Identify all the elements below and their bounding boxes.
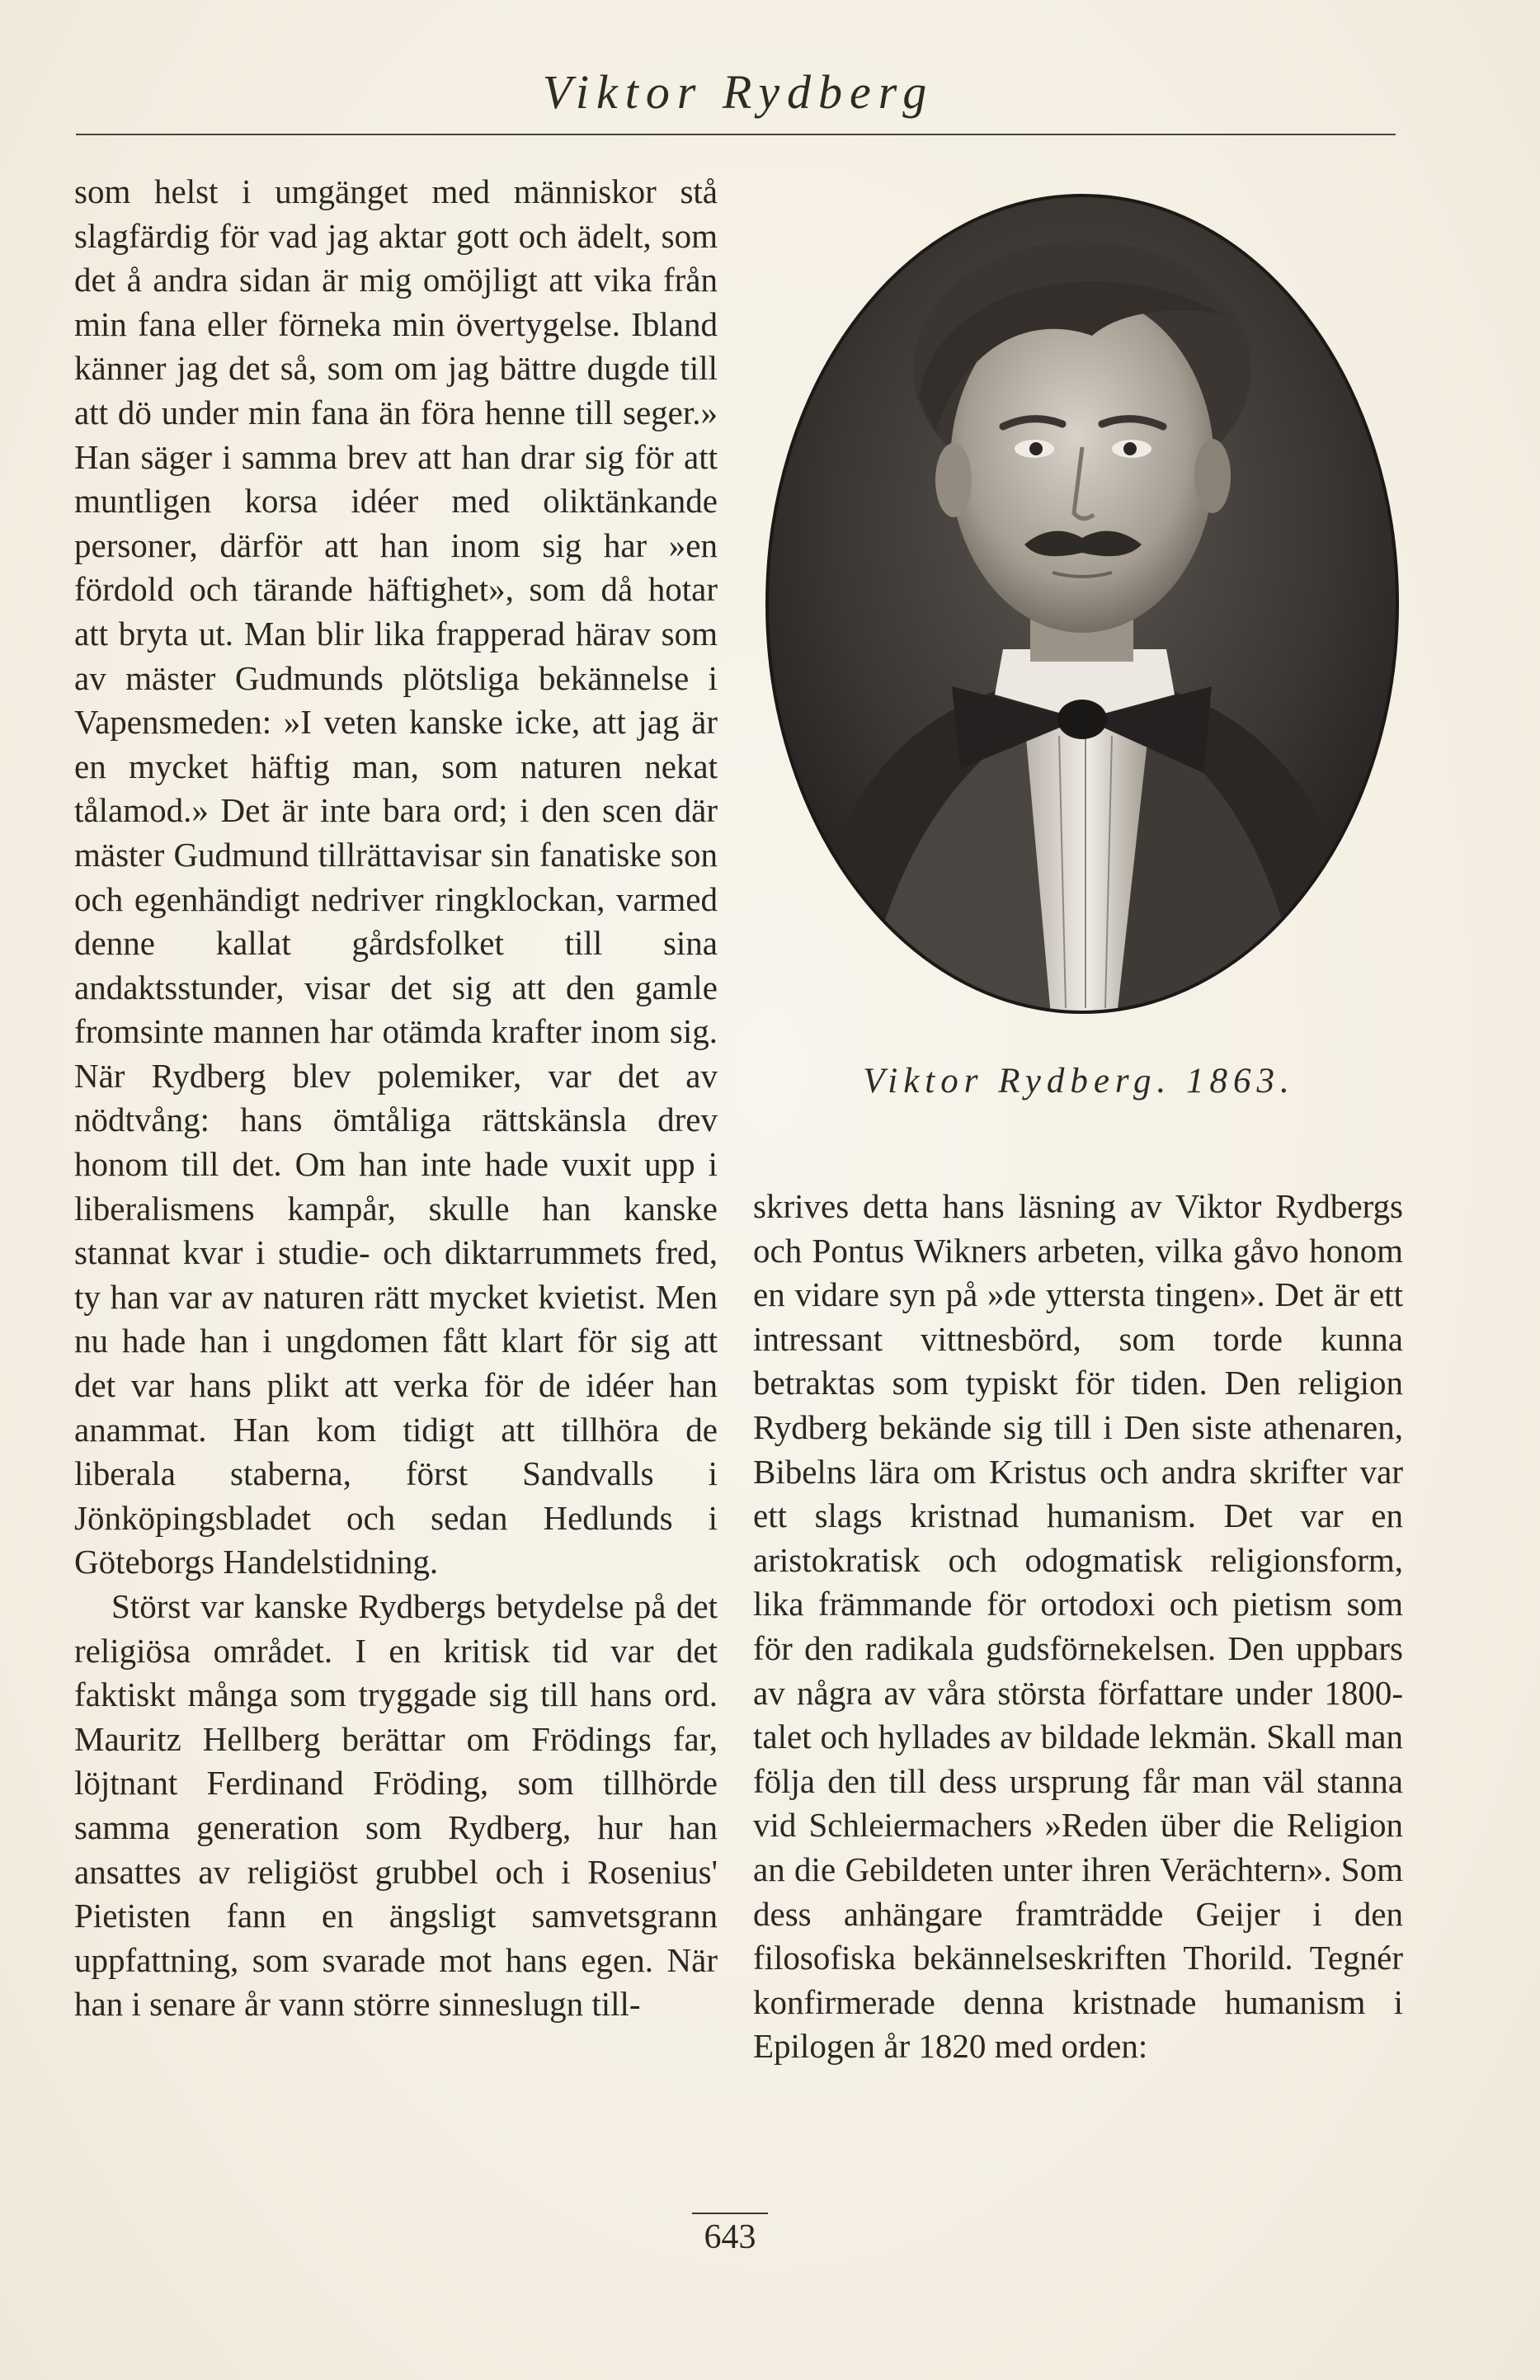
left-paragraph-2: Störst var kanske Rydbergs betydelse på det religiösa området. I en kritisk tid var det faktiskt många som tryggade sig till hans ord. Mauritz Hellberg berättar om Frödings far, löjtnant Ferdinand Fröding, som tillhörde samma generation som Rydberg, hur han ansattes av religiöst grubbel och i Rosenius' Pietisten fann en ängsligt samvetsgrann uppfattning, som svarade mot hans egen. När han i senare år vann större sinneslugn till- (74, 1587, 718, 2024)
right-column (753, 1185, 1403, 2069)
header-rule (76, 134, 1396, 135)
portrait-figure (762, 191, 1401, 1016)
page-number-rule (692, 2213, 768, 2214)
page-number: 643 (704, 2218, 756, 2256)
left-paragraph-1: som helst i umgänget med människor stå slagfärdig för vad jag aktar gott och ädelt, som det å andra sidan är mig omöjligt att vika från min fana eller förneka min övertygelse. Ibland känner jag det så, som om jag bättre dugde till att dö under min fana än föra henne till seger.» Han säger i samma brev att han drar sig för att muntligen korsa idéer med oliktänkande personer, därför att han inom sig har »en fördold och tärande häftighet», som då hotar att bryta ut. Man blir lika frapperad härav som av mäster Gudmunds plötsliga bekännelse i Vapensmeden: »I veten kanske icke, att jag är en mycket häftig man, som naturen nekat tålamod.» Det är inte bara ord; i den scen där mäster Gudmund tillrättavisar sin fanatiske son och egenhändigt nedriver ringklockan, varmed denne kallat gårdsfolket till sina andaktsstunder, visar det sig att den gamle fromsinte mannen har otämda krafter inom sig. När Rydberg blev polemiker, var det av nödtvång: hans ömtåliga rättskänsla drev honom till det. Om han inte hade vuxit upp i liberalismens kampår, skulle han kanske stannat kvar i studie- och diktarrummets fred, ty han var av naturen rätt mycket kvietist. Men nu hade han i ungdomen fått klart för sig att det var hans plikt att verka för de idéer han anammat. Han kom tidigt att tillhöra de liberala staberna, först Sandvalls i Jönköpingsbladet och sedan Hedlunds i Göteborgs Handelstidning. (74, 172, 718, 1581)
left-column (74, 170, 718, 2027)
portrait-photo (762, 191, 1401, 1016)
running-head: Viktor Rydberg (542, 65, 935, 119)
photo-caption: Viktor Rydberg. 1863. (863, 1062, 1295, 1100)
right-paragraph-1: skrives detta hans läsning av Viktor Rydbergs och Pontus Wikners arbeten, vilka gåvo honom en vidare syn på »de yttersta tingen». Det är ett intressant vittnesbörd, som torde kunna betraktas som typiskt för tiden. Den religion Rydberg bekände sig till i Den siste athenaren, Bibelns lära om Kristus och andra skrifter var ett slags kristnad humanism. Det var en aristokratisk och odogmatisk religionsform, lika främmande för ortodoxi och pietism som för den radikala gudsförnekelsen. Den uppbars av några av våra största författare under 1800-talet och hyllades av bildade lekmän. Skall man följa den till dess ursprung får man väl stanna vid Schleiermachers »Reden über die Religion an die Gebildeten unter ihren Verächtern». Som dess anhängare framträdde Geijer i den filosofiska bekännelseskriften Thorild. Tegnér konfirmerade denna kristnade humanism i Epilogen år 1820 med orden: (753, 1187, 1403, 2066)
